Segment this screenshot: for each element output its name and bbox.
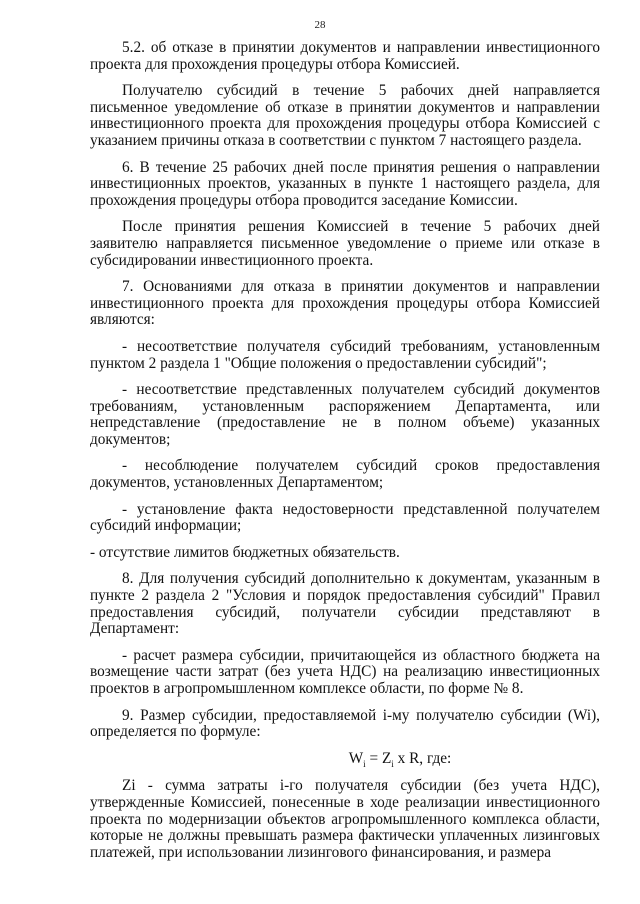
paragraph: Получателю субсидий в течение 5 рабочих дней направляется письменное уведомление об отказе в принятии документов и направлении инвестиционного проекта для прохождения процедуры отбора Комиссией с указанием причины отказа в соответствии с пунктом 7 настоящего раздела. [90, 82, 600, 149]
formula-subscript: i [363, 758, 366, 769]
formula-w: W [348, 749, 364, 767]
list-item: - несоответствие получателя субсидий требованиям, установленным пунктом 2 раздела 1 "Общие положения о предоставлении субсидий"; [90, 337, 600, 372]
formula-subscript: i [391, 758, 394, 769]
paragraph: 7. Основаниями для отказа в принятии документов и направлении инвестиционного проекта для прохождения процедуры отбора Комиссией являются: [90, 278, 600, 329]
formula-equals: = [365, 749, 382, 767]
paragraph: После принятия решения Комиссией в течение 5 рабочих дней заявителю направляется письменное уведомление о приеме или отказе в субсидировании инвестиционного проекта. [90, 218, 600, 269]
page-number: 28 [314, 19, 326, 31]
list-item: - отсутствие лимитов бюджетных обязательств. [90, 543, 400, 561]
formula-rest: x R, где: [393, 749, 452, 767]
paragraph: 9. Размер субсидии, предоставляемой i-му получателю субсидии (Wi), определяется по формуле: [90, 706, 600, 741]
paragraph: 8. Для получения субсидий дополнительно к документам, указанным в пункте 2 раздела 2 "Условия и порядок предоставления субсидий" Правил предоставления субсидий, получатели субсидии представляют в Департамент: [90, 570, 600, 638]
list-item: - несоответствие представленных получателем субсидий документов требованиям, установленным распоряжением Департамента, или непредставление (предоставление не в полном объеме) указанных документов; [90, 381, 600, 448]
list-item: - расчет размера субсидии, причитающейся из областного бюджета на возмещение части затрат (без учета НДС) на реализацию инвестиционных проектов в агропромышленном комплексе области, по форме № 8. [90, 646, 600, 697]
paragraph: Zi - сумма затраты i-го получателя субсидии (без учета НДС), утвержденные Комиссией, понесенные в ходе реализации инвестиционного проекта по модернизации объектов агропромышленного комплекса области, которые не должны превышать размера фактически уплаченных лизинговых платежей, при использовании лизингового финансирования, и размера [90, 777, 600, 861]
list-item: - установление факта недостоверности представленной получателем субсидий информации; [90, 500, 600, 535]
paragraph: 5.2. об отказе в принятии документов и направлении инвестиционного проекта для прохождения процедуры отбора Комиссией. [90, 39, 600, 73]
paragraph: 6. В течение 25 рабочих дней после принятия решения о направлении инвестиционных проектов, указанных в пункте 1 настоящего раздела, для прохождения процедуры отбора проводится заседание Комиссии. [90, 158, 600, 209]
formula-z: Z [381, 749, 392, 767]
formula [90, 751, 600, 773]
list-item: - несоблюдение получателем субсидий сроков предоставления документов, установленных Департаментом; [90, 457, 600, 492]
document-body [90, 40, 600, 861]
